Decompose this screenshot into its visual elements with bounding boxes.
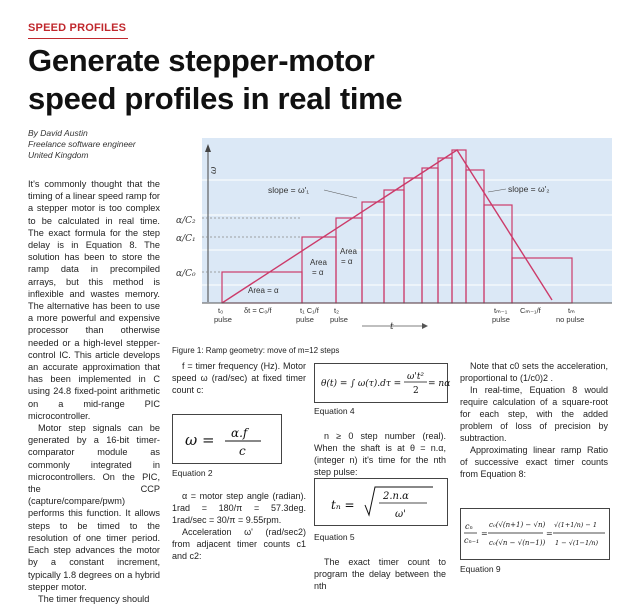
paragraph-1: It's commonly thought that the timing of a linear speed ramp for a stepper motor is too complex to be calculated in real time. The exact formula for the step delay is in Equation 8. The solution has been to store the ramp data in precompiled arrays, but this method is inflexible and wastes memory. The alternative has been to use a more powerful and expensive processor than otherwise needed or a high-level stepper-control IC. This article develops an accurate approximation that has been implemented in C using 24.8 fixed-point arithmetic on a mid-range PIC microcontroller.	[28, 179, 160, 421]
equation-2-box	[172, 414, 282, 464]
col4-text-3: Approximating linear ramp Ratio of successive exact timer counts from Equation 8:	[460, 445, 608, 479]
svg-text:ω': ω'	[395, 509, 406, 520]
svg-text:√(1+1/n) − 1: √(1+1/n) − 1	[554, 521, 598, 529]
x-label-tm-nopulse: no pulse	[556, 315, 585, 324]
equation-4-box	[314, 363, 451, 403]
col3-text-1: n ≥ 0 step number (real). When the shaft is at θ = n.α, (integer n) it's time for the nth step pulse:	[314, 431, 446, 477]
svg-text:=: =	[481, 529, 488, 538]
column-4	[460, 360, 608, 480]
slope-right-label: slope = ω'₂	[508, 184, 550, 194]
svg-text:cₙ₋₁: cₙ₋₁	[464, 536, 480, 545]
svg-text:=: =	[546, 529, 553, 538]
svg-text:θ(t) = ∫ ω(τ).dτ =: θ(t) = ∫ ω(τ).dτ =	[321, 379, 402, 389]
equation-2-label: Equation 2	[172, 468, 213, 478]
x-label-tm1-pulse: pulse	[492, 315, 510, 324]
svg-text:ω =: ω =	[185, 431, 215, 449]
x-label-tm1: tₘ₋₁	[494, 306, 508, 315]
svg-text:= nα: = nα	[428, 379, 451, 389]
area-label-2a: Area	[310, 258, 327, 267]
svg-text:c: c	[239, 444, 246, 458]
title-line-2: speed profiles in real time	[28, 81, 403, 116]
equation-4	[315, 364, 451, 402]
author-role: Freelance software engineer	[28, 139, 136, 149]
area-label-2b: = α	[312, 268, 324, 277]
svg-text:1 − √(1−1/n): 1 − √(1−1/n)	[555, 539, 599, 547]
article-title	[28, 42, 598, 118]
y-label-c0: α/C₀	[176, 269, 196, 279]
slope-left-label: slope = ω'₁	[268, 185, 310, 195]
equation-9	[461, 509, 609, 559]
col4-text-1: Note that c0 sets the acceleration, proportional to (1/c0)2 .	[460, 361, 608, 383]
x-label-cm1: Cₘ₋₁/f	[520, 306, 541, 315]
x-label-t2: t₂	[334, 306, 339, 315]
col3-text-2: The exact timer count to program the delay between the nth	[314, 557, 446, 591]
equation-9-label: Equation 9	[460, 564, 501, 574]
equation-2	[173, 415, 281, 463]
x-label-t0-pulse: pulse	[214, 315, 232, 324]
author: By David Austin	[28, 128, 88, 138]
equation-4-label: Equation 4	[314, 406, 355, 416]
svg-text:2.n.α: 2.n.α	[383, 491, 409, 502]
equation-9-box	[460, 508, 610, 560]
ramp-geometry-diagram	[172, 130, 620, 345]
x-label-t0: t₀	[218, 306, 224, 315]
column-1	[28, 178, 160, 605]
col4-text-2: In real-time, Equation 8 would require calculation of a square-root for each step, with the added problem of loss of precision by subtraction.	[460, 385, 608, 443]
title-line-1: Generate stepper-motor	[28, 43, 375, 78]
col2-text-1: f = timer frequency (Hz). Motor speed ω (rad/sec) at fixed timer count c:	[172, 361, 306, 395]
column-3-bottom	[314, 556, 446, 592]
column-2-lower	[172, 490, 306, 562]
byline	[28, 128, 136, 161]
x-label-t1: t₁ C₁/f	[300, 306, 319, 315]
svg-text:c₀(√n − √(n−1)): c₀(√n − √(n−1))	[489, 539, 546, 547]
figure-1	[172, 130, 620, 345]
plot-background	[202, 138, 612, 303]
column-2	[172, 360, 306, 396]
x-label-dt: δt = C₀/f	[244, 306, 272, 315]
author-location: United Kingdom	[28, 150, 89, 160]
equation-5-label: Equation 5	[314, 532, 355, 542]
t-axis-label: t	[390, 322, 394, 332]
svg-text:ω't²: ω't²	[407, 372, 425, 382]
kicker-rule	[28, 38, 128, 39]
svg-text:α.f: α.f	[231, 426, 248, 440]
paragraph-3: The timer frequency should	[38, 593, 150, 604]
y-label-c2: α/C₂	[176, 216, 196, 226]
figure-caption: Figure 1: Ramp geometry: move of m=12 steps	[172, 346, 340, 355]
svg-text:2: 2	[413, 386, 419, 396]
equation-5-box	[314, 478, 448, 526]
y-axis-label: ω	[209, 166, 219, 174]
paragraph-2: Motor step signals can be generated by a 16-bit timer-comparator module as commonly integrated in microcontrollers. On the PIC, the CCP (capture/compare/pwm) performs this function. It allows steps to be timed to the resolution of one timer period. Each step advances the motor by a constant increment, typically 1.8 degrees on a hybrid stepper motor.	[28, 423, 160, 592]
x-label-tm: tₘ	[568, 306, 575, 315]
column-3-text	[314, 430, 446, 478]
svg-text:tₙ =: tₙ =	[331, 498, 355, 512]
svg-text:cₙ: cₙ	[465, 522, 473, 531]
equation-5	[315, 479, 447, 525]
section-kicker: SPEED PROFILES	[28, 22, 127, 34]
col2-text-2: α = motor step angle (radian). 1rad = 180/π = 57.3deg. 1rad/sec = 30/π = 9.55rpm.	[172, 491, 306, 525]
area-label-3a: Area	[340, 247, 357, 256]
area-label-1: Area = α	[248, 286, 279, 295]
col2-text-3: Acceleration ω' (rad/sec2) from adjacent timer counts c1 and c2:	[172, 527, 306, 561]
area-label-3b: = α	[341, 257, 353, 266]
x-label-t2-pulse: pulse	[330, 315, 348, 324]
svg-text:c₀(√(n+1) − √n): c₀(√(n+1) − √n)	[489, 521, 546, 529]
x-label-t1-pulse: pulse	[296, 315, 314, 324]
y-label-c1: α/C₁	[176, 234, 196, 244]
